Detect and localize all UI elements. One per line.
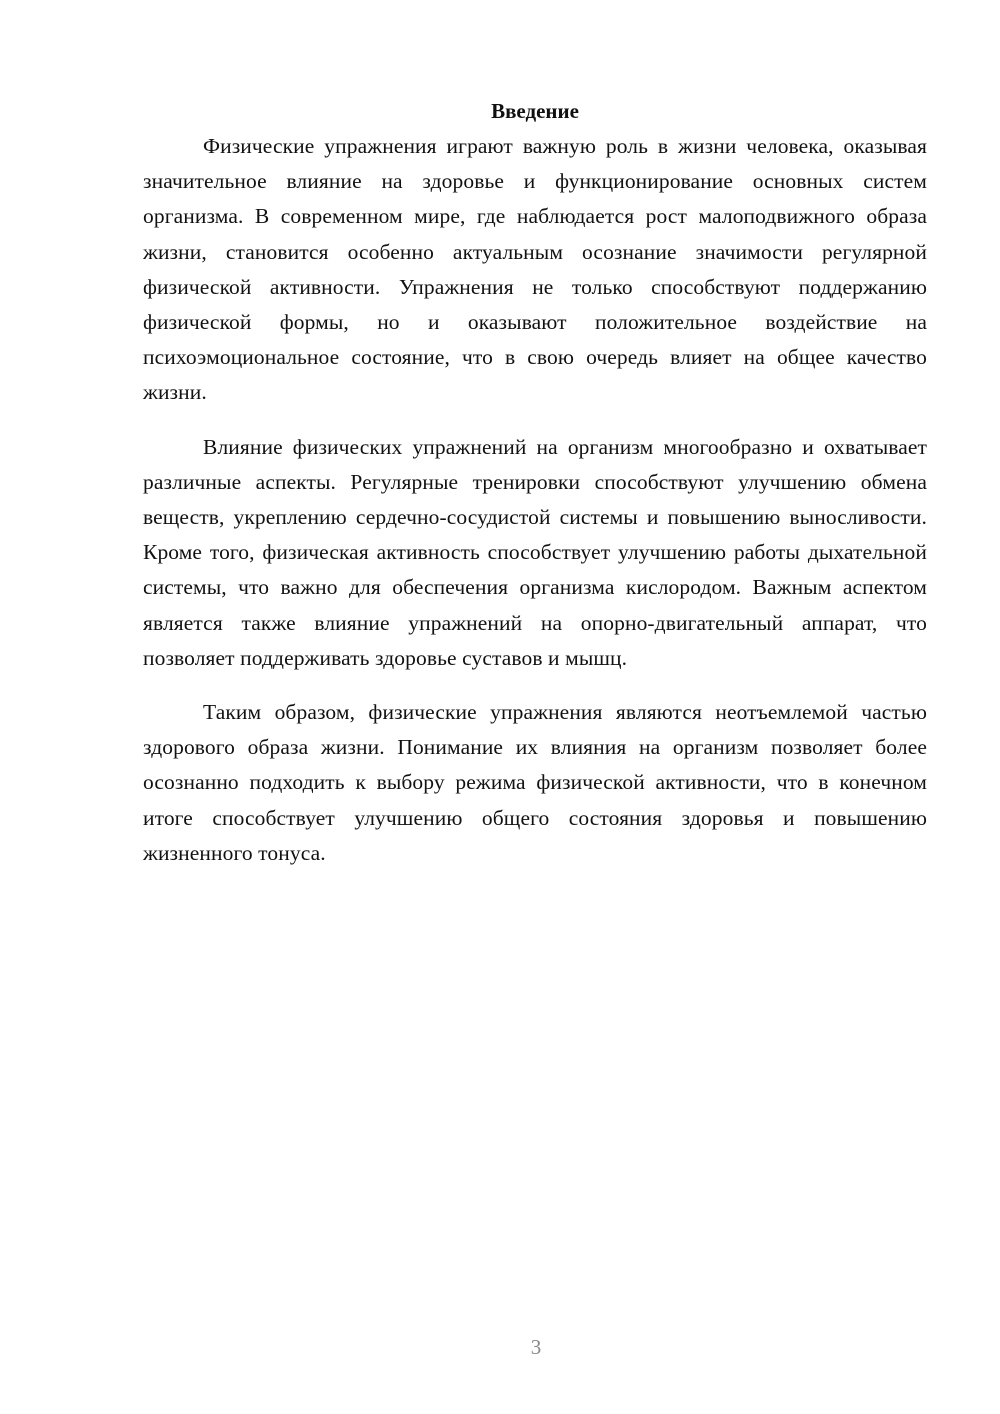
section-title: Введение — [491, 99, 579, 123]
paragraph-2: Влияние физических упражнений на организм многообразно и охватывает различные аспекты. Регулярные тренировки способствуют улучшению обмена веществ, укреплению сердечно-сосудистой системы и повышению выносливости. Кроме того, физическая активность способствует улучшению работы дыхательной системы, что важно для обеспечения организма кислородом. Важным аспектом является также влияние упражнений на опорно-двигательный аппарат, что позволяет поддерживать здоровье суставов и мышц. — [143, 434, 927, 670]
paragraph-1: Физические упражнения играют важную роль в жизни человека, оказывая значительное влияние на здоровье и функционирование основных систем организма. В современном мире, где наблюдается рост малоподвижного образа жизни, становится особенно актуальным осознание значимости регулярной физической активности. Упражнения не только способствуют поддержанию физической формы, но и оказывают положительное воздействие на психоэмоциональное состояние, что в свою очередь влияет на общее качество жизни. — [143, 134, 927, 405]
paragraph-3: Таким образом, физические упражнения являются неотъемлемой частью здорового образа жизни. Понимание их влияния на организм позволяет более осознанно подходить к выбору режима физической активности, что в конечном итоге способствует улучшению общего состояния здоровья и повышению жизненного тонуса. — [143, 700, 927, 865]
page-content — [143, 94, 927, 871]
page-number: 3 — [530, 1335, 542, 1359]
